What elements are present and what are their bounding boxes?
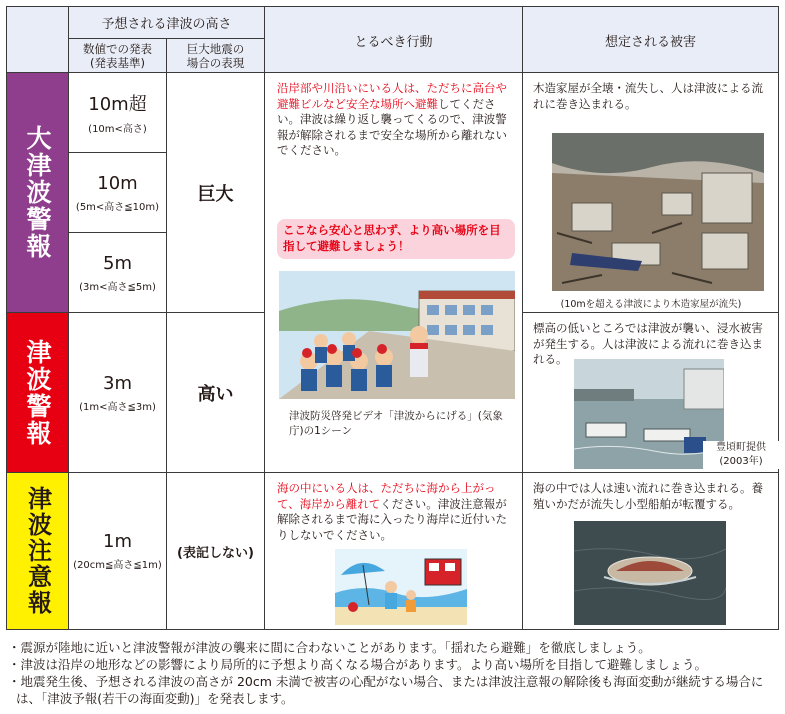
photo-credit-year: (2003年): [703, 455, 779, 469]
illustration-caption-text: 津波防災啓発ビデオ「津波からにげる」(気象庁)の1シーン: [289, 410, 503, 437]
warning-label: 津波警報: [23, 338, 52, 447]
header-damage: [522, 7, 778, 73]
level-5m-range: (3m<高さ≦5m): [79, 281, 156, 293]
advisory-label-cell: [7, 473, 68, 629]
advisory-expression-cell: [166, 473, 264, 629]
level-5m-value: 5m: [103, 252, 132, 274]
destroyed-town-caption-text: (10mを超える津波により木造家屋が流失): [560, 299, 742, 310]
warning-label-cell: [7, 313, 68, 473]
advisory-label: 津波注意報: [23, 486, 52, 616]
advisory-action-emphasis: 海の中にいる人は、ただちに海から上がって、海岸から離れて: [277, 481, 496, 511]
tsunami-warning-table: [6, 6, 779, 630]
major-action-text: [277, 81, 517, 159]
major-warning-label: 大津波警報: [23, 125, 52, 260]
level-1m-range: (20cm≦高さ≦1m): [73, 560, 162, 571]
capsized-boat-photo: [574, 521, 726, 625]
advisory-action-rest: ください。津波注意報が解除されるまで海に入ったり海岸に近付いたりしないでください。: [277, 496, 507, 542]
header-height-group: [68, 7, 264, 39]
beach-escape-illustration: [335, 549, 467, 625]
warning-damage-cell: [522, 313, 778, 473]
header-numeric-text: 数値での発表 (発表基準): [83, 42, 152, 70]
level-10m-plus-value: 10m超: [88, 94, 147, 115]
warning-expression: 高い: [197, 383, 234, 405]
level-3m-range: (1m<高さ≦3m): [79, 401, 156, 413]
destroyed-town-photo: [552, 133, 764, 291]
major-expression-cell: [166, 73, 264, 313]
callout-text: ここなら安心と思わず、より高い場所を目指して避難しましょう！: [283, 223, 501, 253]
header-action: [264, 7, 522, 73]
major-action-cell: [264, 73, 522, 473]
footnote-2: ・津波は沿岸の地形などの影響により局所的に予想より高くなる場合があります。より高い場所を目指して避難しましょう。: [8, 657, 708, 672]
advisory-damage-text-box: [533, 481, 773, 512]
major-damage-text-box: [533, 81, 773, 112]
level-3m-value: 3m: [103, 372, 132, 394]
level-10m-plus-range: (10m<高さ): [88, 124, 147, 135]
footnote-3: ・地震発生後、予想される津波の高さが 20cm 未満で被害の心配がない場合、または津波注意報の解除後も海面変動が継続する場合には、「津波予報(若干の海面変動)」を発表します。: [8, 674, 764, 706]
advisory-damage-cell: [522, 473, 778, 629]
header-megaquake: [166, 39, 264, 73]
level-1m: [68, 473, 166, 629]
header-height-group-text: 予想される津波の高さ: [101, 17, 232, 32]
level-10m-plus: [68, 73, 166, 153]
level-3m: [68, 313, 166, 473]
header-damage-text: 想定される被害: [604, 34, 696, 50]
advisory-action-text: [277, 481, 517, 543]
warning-expression-cell: [166, 313, 264, 473]
advisory-action-cell: [264, 473, 522, 629]
major-damage-text: 木造家屋が全壊・流失し、人は津波による流れに巻き込まれる。: [533, 81, 763, 111]
level-10m: [68, 153, 166, 233]
callout-box: [277, 219, 515, 259]
footnotes: [8, 639, 780, 707]
photo-credit-org: 豊頃町提供: [703, 441, 779, 455]
major-expression: 巨大: [197, 183, 234, 205]
header-megaquake-text: 巨大地震の 場合の表現: [186, 42, 245, 70]
level-10m-value: 10m: [97, 172, 138, 194]
flooded-harbor-photo: [574, 359, 724, 469]
level-1m-value: 1m: [103, 531, 132, 552]
advisory-damage-text: 海の中では人は速い流れに巻き込まれる。養殖いかだが流失し小型船舶が転覆する。: [533, 481, 763, 511]
major-action-rest: してください。津波は繰り返し襲ってくるので、津波警報が解除されるまで安全な場所から離れないでください。: [277, 96, 507, 157]
warning-damage-text: 標高の低いところでは津波が襲い、浸水被害が発生する。人は津波による流れに巻き込まれる。: [533, 321, 763, 366]
major-damage-cell: [522, 73, 778, 313]
header-numeric: [68, 39, 166, 73]
level-10m-range: (5m<高さ≦10m): [75, 201, 160, 213]
level-5m: [68, 233, 166, 313]
footnote-1: ・震源が陸地に近いと津波警報が津波の襲来に間に合わないことがあります。「揺れたら避難」を徹底しましょう。: [8, 640, 651, 655]
photo-credit: [703, 441, 779, 469]
advisory-expression: (表記しない): [177, 545, 254, 561]
major-warning-label-cell: [7, 73, 68, 313]
destroyed-town-caption: [523, 296, 779, 310]
evacuation-video-illustration: [279, 271, 515, 399]
illustration-caption: [289, 409, 517, 439]
header-action-text: とるべき行動: [354, 34, 433, 50]
major-action-emphasis: 沿岸部や川沿いにいる人は、ただちに高台や避難ビルなど安全な場所へ避難: [277, 81, 507, 111]
